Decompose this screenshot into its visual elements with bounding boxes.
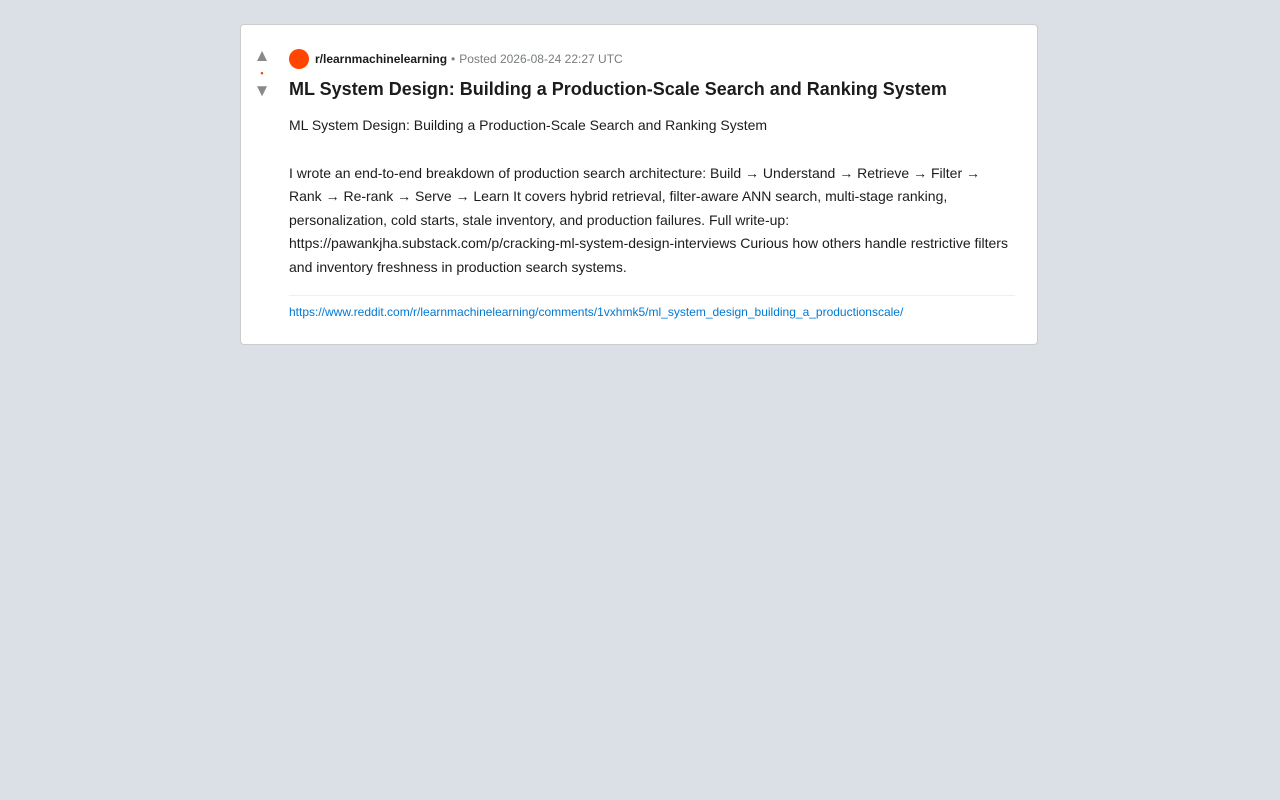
divider <box>289 295 1015 296</box>
upvote-arrow-icon[interactable]: ▲ <box>253 46 271 65</box>
post-body <box>289 114 1015 279</box>
vote-score: • <box>260 68 264 78</box>
meta-separator: • <box>451 52 456 66</box>
post-body-paragraph: ML System Design: Building a Production-Scale Search and Ranking System <box>289 117 768 133</box>
posted-timestamp: Posted 2026-08-24 22:27 UTC <box>459 52 623 66</box>
post-body-paragraph: I wrote an end-to-end breakdown of production search architecture: Build → Understand → Retrieve → Filter → Rank → Re-rank → Serve → Learn It covers hybrid retrieval, filter-aware ANN search, multi-stage ranking, personalization, cold starts, stale inventory, and production failures. Full write-up: https://pawankjha.substack.com/p/cracking-ml-system-design-interviews Curious how others handle restrictive filters and inventory freshness in production search systems. <box>289 164 1008 275</box>
vote-column <box>241 47 283 99</box>
post-permalink[interactable]: https://www.reddit.com/r/learnmachinelearning/comments/1vxhmk5/ml_system_design_building_a_productionscale/ <box>289 305 904 319</box>
post-meta <box>289 48 1015 70</box>
post-content <box>289 48 1015 319</box>
subreddit-avatar-icon[interactable] <box>289 49 309 69</box>
post-title[interactable]: ML System Design: Building a Production-Scale Search and Ranking System <box>289 79 947 99</box>
post-card <box>240 24 1038 345</box>
downvote-arrow-icon[interactable]: ▼ <box>253 81 271 100</box>
subreddit-link[interactable]: r/learnmachinelearning <box>315 52 448 66</box>
